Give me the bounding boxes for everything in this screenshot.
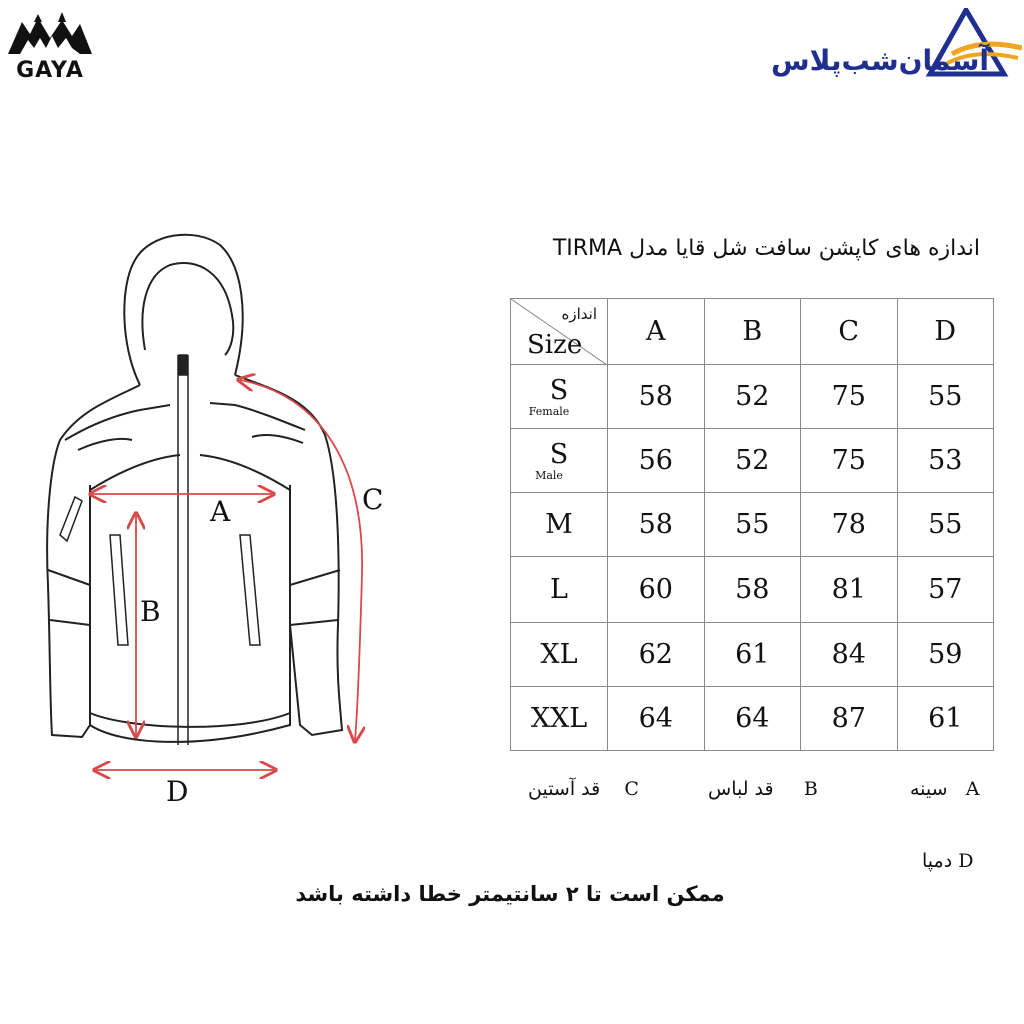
brand-wordmark: آسمان‌شب‌پلاس [771, 44, 989, 77]
value-cell: 87 [801, 687, 898, 751]
value-cell: 75 [801, 365, 898, 429]
value-cell: 58 [608, 493, 705, 557]
legend-item-d [922, 850, 1022, 872]
size-label: S [549, 374, 569, 406]
value-cell: 84 [801, 623, 898, 687]
column-header: B [704, 299, 801, 365]
table-row [511, 429, 994, 493]
value-cell: 58 [704, 557, 801, 623]
size-cell [511, 429, 608, 493]
value-cell: 58 [608, 365, 705, 429]
gaya-logo [6, 8, 94, 88]
column-header: A [608, 299, 705, 365]
gaya-wordmark: GAYA [16, 58, 84, 83]
value-cell: 52 [704, 429, 801, 493]
legend-label: دمپا [922, 850, 953, 872]
legend-key: C [624, 778, 639, 800]
label-a: A [210, 495, 231, 528]
legend-key: D [958, 850, 974, 872]
table-row [511, 365, 994, 429]
size-header-cell [511, 299, 608, 365]
legend-label: قد آستین [528, 778, 601, 800]
value-cell: 81 [801, 557, 898, 623]
legend-label: سینه [910, 778, 948, 800]
value-cell: 59 [897, 623, 994, 687]
header-row [511, 299, 994, 365]
size-cell: L [511, 557, 608, 623]
value-cell: 52 [704, 365, 801, 429]
value-cell: 56 [608, 429, 705, 493]
legend-key: A [965, 778, 980, 800]
value-cell: 64 [608, 687, 705, 751]
brand-logo [760, 8, 1022, 86]
legend-item-c [528, 778, 668, 800]
value-cell: 60 [608, 557, 705, 623]
table-title: اندازه های کاپشن سافت شل قایا مدل TIRMA [552, 236, 980, 261]
size-table [510, 298, 994, 751]
size-cell: XL [511, 623, 608, 687]
value-cell: 53 [897, 429, 994, 493]
legend-label: قد لباس [708, 778, 774, 800]
value-cell: 55 [897, 493, 994, 557]
tolerance-note: ممکن است تا ۲ سانتیمتر خطا داشته باشد [295, 882, 725, 906]
value-cell: 78 [801, 493, 898, 557]
table-row [511, 687, 994, 751]
size-cell: M [511, 493, 608, 557]
label-d: D [166, 775, 189, 808]
value-cell: 57 [897, 557, 994, 623]
size-header-en: Size [527, 330, 583, 360]
legend-key: B [803, 778, 818, 800]
column-header: D [897, 299, 994, 365]
size-header-fa: اندازه [561, 305, 597, 323]
size-cell: XXL [511, 687, 608, 751]
legend-item-a [910, 778, 1010, 800]
label-b: B [140, 595, 161, 628]
value-cell: 64 [704, 687, 801, 751]
value-cell: 61 [897, 687, 994, 751]
legend-item-b [708, 778, 828, 800]
value-cell: 55 [704, 493, 801, 557]
size-label: S [549, 438, 569, 470]
jacket-diagram [20, 225, 400, 825]
value-cell: 62 [608, 623, 705, 687]
mountain-logo-icon [6, 8, 94, 58]
size-sub-label: Female [528, 404, 570, 418]
value-cell: 55 [897, 365, 994, 429]
value-cell: 61 [704, 623, 801, 687]
column-header: C [801, 299, 898, 365]
table-row [511, 557, 994, 623]
label-c: C [362, 483, 384, 516]
size-cell [511, 365, 608, 429]
value-cell: 75 [801, 429, 898, 493]
size-sub-label: Male [535, 468, 563, 482]
table-row [511, 623, 994, 687]
table-row [511, 493, 994, 557]
